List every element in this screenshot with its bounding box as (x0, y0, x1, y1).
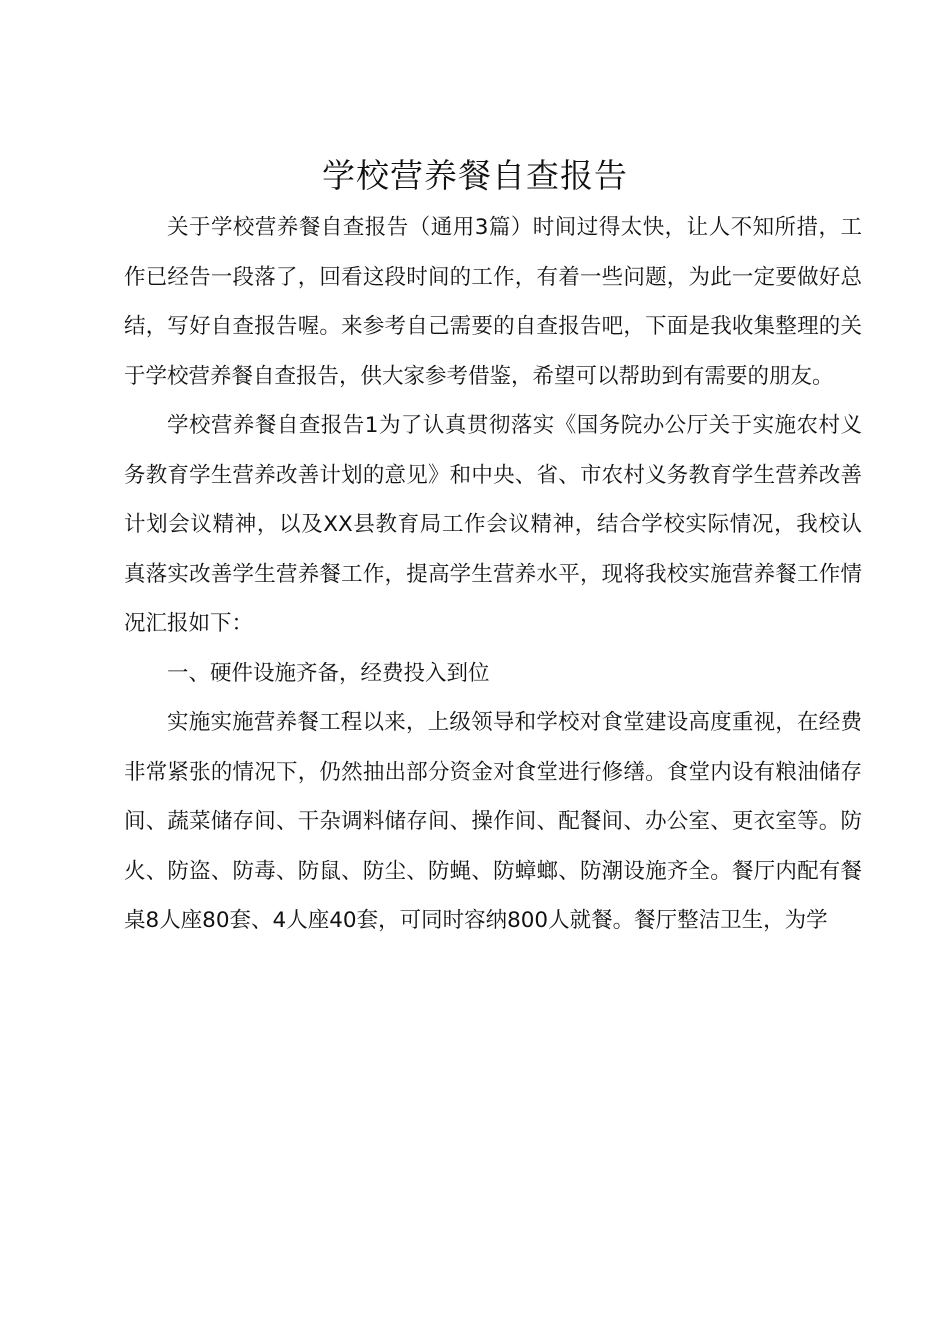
section-heading-1: 一、硬件设施齐备，经费投入到位 (167, 660, 490, 686)
section-paragraph-1: 实施实施营养餐工程以来，上级领导和学校对食堂建设高度重视，在经费非常紧张的情况下，仍然抽出部分资金对食堂进行修缮。食堂内设有粮油储存间、蔬菜储存间、干杂调料储存间、操作间、配餐间、办公室、更衣室等。防火、防盗、防毒、防鼠、防尘、防蝇、防蟑螂、防潮设施齐全。餐厅内配有餐桌8人座80套、4人座40套，可同时容纳800人就餐。餐厅整洁卫生，为学 (124, 710, 862, 933)
report-paragraph-1: 学校营养餐自查报告1为了认真贯彻落实《国务院办公厅关于实施农村义务教育学生营养改善计划的意见》和中央、省、市农村义务教育学生营养改善计划会议精神，以及XX县教育局工作会议精神，结合学校实际情况，我校认真落实改善学生营养餐工作，提高学生营养水平，现将我校实施营养餐工作情况汇报如下： (124, 413, 862, 636)
document-title: 学校营养餐自查报告 (322, 156, 628, 195)
document-body (124, 203, 862, 946)
intro-paragraph: 关于学校营养餐自查报告（通用3篇）时间过得太快，让人不知所措，工作已经告一段落了，回看这段时间的工作，有着一些问题，为此一定要做好总结，写好自查报告喔。来参考自己需要的自查报告吧，下面是我收集整理的关于学校营养餐自查报告，供大家参考借鉴，希望可以帮助到有需要的朋友。 (124, 215, 862, 389)
